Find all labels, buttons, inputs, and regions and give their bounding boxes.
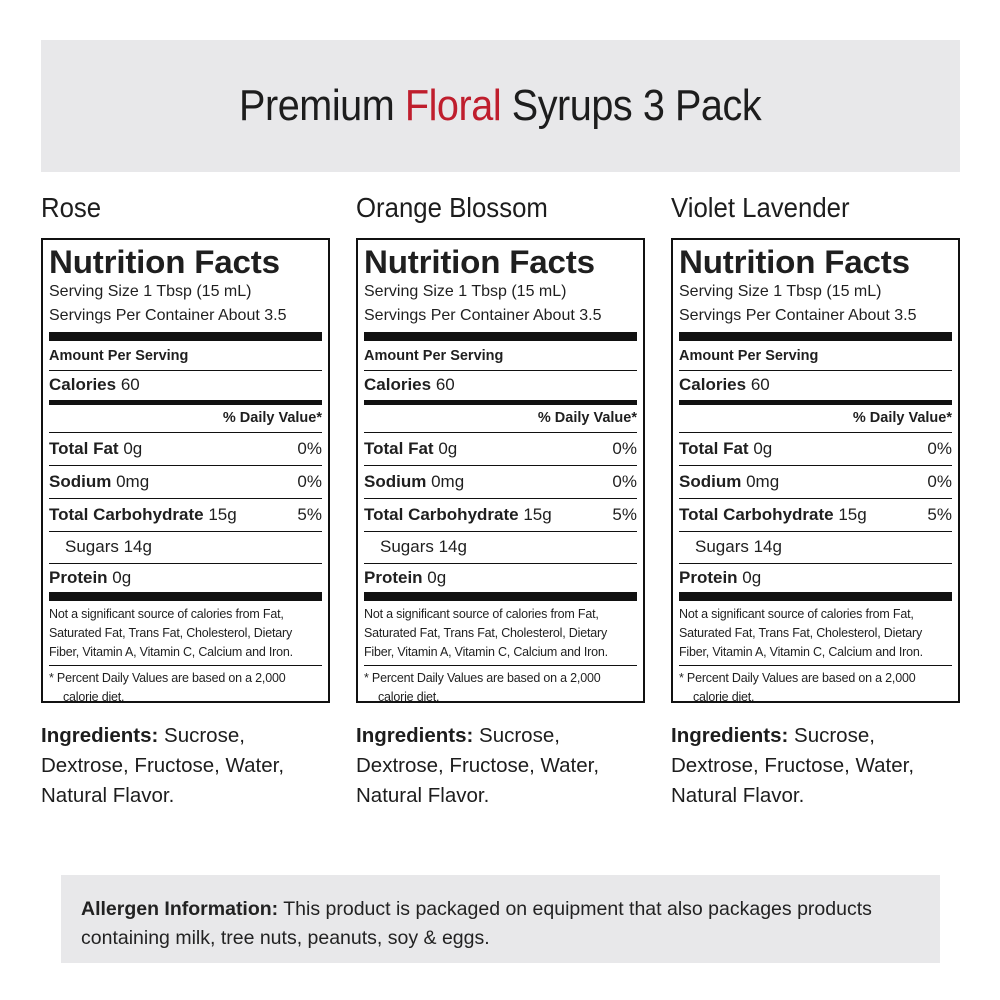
serving-size: Serving Size 1 Tbsp (15 mL) (364, 283, 567, 300)
serving-size: Serving Size 1 Tbsp (15 mL) (679, 283, 882, 300)
divider-thick (49, 332, 322, 341)
sodium-label: Sodium (364, 471, 427, 491)
allergen-text: This product is packaged on equipment that also packages products containing milk, tree nuts, peanuts, soy & eggs. (81, 898, 872, 949)
sodium-row (364, 466, 637, 498)
nutrition-facts-heading: Nutrition Facts (49, 244, 280, 280)
total-fat-amount: 0g (123, 438, 143, 458)
not-significant-note: Not a significant source of calories from Fat, Saturated Fat, Trans Fat, Cholesterol, Dietary Fiber, Vitamin A, Vitamin C, Calcium and Iron. (49, 607, 293, 659)
calories-value: 60 (435, 375, 455, 395)
total-fat-label: Total Fat (49, 438, 119, 458)
protein-amount: 0g (427, 567, 447, 587)
sugars-row: Sugars 14g (380, 537, 467, 557)
page-title (239, 81, 761, 131)
servings-per-container: Servings Per Container About 3.5 (364, 307, 602, 324)
daily-value-header: % Daily Value* (222, 409, 322, 426)
servings-per-container: Servings Per Container About 3.5 (49, 307, 287, 324)
total-fat-dv: 0% (297, 438, 322, 458)
ingredients (356, 721, 626, 811)
ingredients (671, 721, 941, 811)
protein-row (679, 564, 952, 592)
divider-thick (364, 332, 637, 341)
carb-amount: 15g (523, 504, 552, 524)
total-fat-amount: 0g (753, 438, 773, 458)
carb-amount: 15g (838, 504, 867, 524)
protein-row (364, 564, 637, 592)
sodium-amount: 0mg (431, 471, 465, 491)
daily-value-footnote: * Percent Daily Values are based on a 2,000 calorie diet. (679, 671, 916, 704)
total-carbohydrate-row (49, 499, 322, 531)
title-banner (41, 40, 960, 172)
total-fat-label: Total Fat (364, 438, 434, 458)
amount-per-serving: Amount Per Serving (364, 348, 504, 365)
total-fat-dv: 0% (612, 438, 637, 458)
protein-amount: 0g (742, 567, 762, 587)
sodium-dv: 0% (612, 471, 637, 491)
product-column-3 (671, 188, 971, 811)
carb-amount: 15g (208, 504, 237, 524)
amount-per-serving: Amount Per Serving (49, 348, 189, 365)
protein-label: Protein (364, 567, 423, 587)
total-fat-dv: 0% (927, 438, 952, 458)
calories-value: 60 (750, 375, 770, 395)
product-name: Orange Blossom (356, 192, 548, 223)
divider-thick (679, 332, 952, 341)
ingredients-text: Sucrose, Dextrose, Fructose, Water, Natural Flavor. (41, 724, 285, 807)
amount-per-serving: Amount Per Serving (679, 348, 819, 365)
carb-label: Total Carbohydrate (679, 504, 834, 524)
calories-label: Calories (679, 375, 747, 395)
sodium-row (679, 466, 952, 498)
product-column-2 (356, 188, 656, 811)
sodium-label: Sodium (49, 471, 112, 491)
sodium-amount: 0mg (116, 471, 150, 491)
daily-value-footnote: * Percent Daily Values are based on a 2,000 calorie diet. (364, 671, 601, 704)
sugars-row: Sugars 14g (65, 537, 152, 557)
allergen-information (61, 875, 940, 963)
title-prefix: Premium (239, 81, 395, 130)
protein-amount: 0g (112, 567, 132, 587)
ingredients-label: Ingredients: (671, 724, 789, 747)
daily-value-header: % Daily Value* (852, 409, 952, 426)
serving-size: Serving Size 1 Tbsp (15 mL) (49, 283, 252, 300)
ingredients-text: Sucrose, Dextrose, Fructose, Water, Natural Flavor. (356, 724, 600, 807)
total-carbohydrate-row (364, 499, 637, 531)
carb-dv: 5% (927, 504, 952, 524)
protein-row (49, 564, 322, 592)
carb-label: Total Carbohydrate (364, 504, 519, 524)
carb-dv: 5% (297, 504, 322, 524)
nutrition-facts-heading: Nutrition Facts (364, 244, 595, 280)
sugars-row: Sugars 14g (695, 537, 782, 557)
calories-row (49, 371, 322, 400)
carb-dv: 5% (612, 504, 637, 524)
divider-thick (49, 592, 322, 601)
product-name: Violet Lavender (671, 192, 850, 223)
product-name: Rose (41, 192, 102, 223)
total-fat-row (679, 433, 952, 465)
nutrition-facts-panel (356, 238, 645, 703)
total-fat-label: Total Fat (679, 438, 749, 458)
ingredients (41, 721, 311, 811)
ingredients-label: Ingredients: (41, 724, 159, 747)
nutrition-facts-heading: Nutrition Facts (679, 244, 910, 280)
not-significant-note: Not a significant source of calories from Fat, Saturated Fat, Trans Fat, Cholesterol, Dietary Fiber, Vitamin A, Vitamin C, Calcium and Iron. (364, 607, 608, 659)
total-fat-row (364, 433, 637, 465)
product-column-1 (41, 188, 341, 811)
protein-label: Protein (49, 567, 108, 587)
sodium-dv: 0% (297, 471, 322, 491)
servings-per-container: Servings Per Container About 3.5 (679, 307, 917, 324)
calories-value: 60 (120, 375, 140, 395)
calories-label: Calories (364, 375, 432, 395)
total-carbohydrate-row (679, 499, 952, 531)
nutrition-facts-panel (671, 238, 960, 703)
sodium-row (49, 466, 322, 498)
ingredients-text: Sucrose, Dextrose, Fructose, Water, Natural Flavor. (671, 724, 915, 807)
divider-thick (364, 592, 637, 601)
title-suffix: Syrups 3 Pack (512, 81, 762, 130)
calories-row (364, 371, 637, 400)
carb-label: Total Carbohydrate (49, 504, 204, 524)
sodium-label: Sodium (679, 471, 742, 491)
title-accent: Floral (405, 81, 502, 130)
divider-thick (679, 592, 952, 601)
sodium-dv: 0% (927, 471, 952, 491)
ingredients-label: Ingredients: (356, 724, 474, 747)
daily-value-header: % Daily Value* (537, 409, 637, 426)
daily-value-footnote: * Percent Daily Values are based on a 2,000 calorie diet. (49, 671, 286, 704)
calories-row (679, 371, 952, 400)
sodium-amount: 0mg (746, 471, 780, 491)
calories-label: Calories (49, 375, 117, 395)
not-significant-note: Not a significant source of calories from Fat, Saturated Fat, Trans Fat, Cholesterol, Dietary Fiber, Vitamin A, Vitamin C, Calcium and Iron. (679, 607, 923, 659)
nutrition-facts-panel (41, 238, 330, 703)
allergen-label: Allergen Information: (81, 898, 279, 920)
total-fat-row (49, 433, 322, 465)
protein-label: Protein (679, 567, 738, 587)
total-fat-amount: 0g (438, 438, 458, 458)
